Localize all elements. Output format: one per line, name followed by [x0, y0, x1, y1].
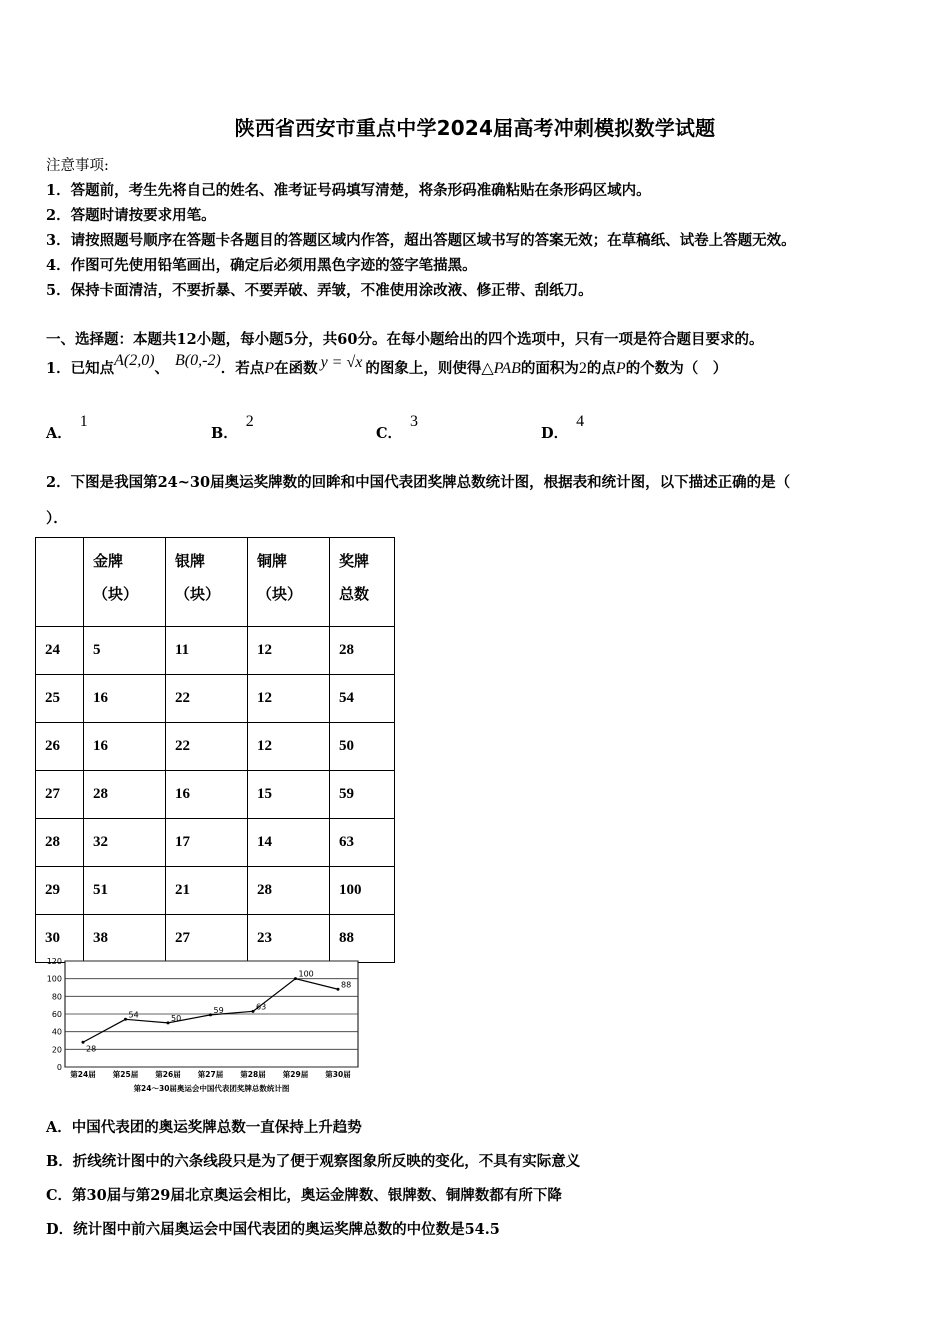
medal-table [35, 537, 395, 963]
x-tick-label: 第30届 [325, 1070, 351, 1079]
x-tick-label: 第25届 [112, 1070, 139, 1079]
medal-line-chart [40, 955, 370, 1100]
table-header-cell: 银牌 （块） [166, 538, 248, 627]
notice-heading: 注意事项: [46, 158, 109, 174]
y-tick-label: 60 [51, 1010, 62, 1019]
data-point [167, 1021, 170, 1024]
data-point [124, 1018, 127, 1021]
q1-prefix: 1．已知点 [46, 360, 115, 377]
table-header-row [36, 538, 395, 627]
y-tick-label: 80 [51, 992, 62, 1002]
data-label: 54 [128, 1010, 139, 1020]
data-label: 88 [341, 980, 352, 990]
y-tick-label: 20 [51, 1045, 62, 1055]
table-row: 26 16 22 12 50 [36, 723, 395, 771]
table-row: 25 16 22 12 54 [36, 675, 395, 723]
question-2-stem-end: ）． [46, 510, 68, 527]
q2-option-d: D．统计图中前六届奥运会中国代表团的奥运奖牌总数的中位数是54.5 [46, 1221, 500, 1238]
q1-function: y = √x [320, 354, 363, 371]
q2-option-c: C．第30届与第29届北京奥运会相比，奥运金牌数、银牌数、铜牌数都有所下降 [46, 1187, 562, 1204]
q1-point-b: B(0,-2) [175, 352, 221, 369]
q1-mid1: ．若点 [220, 360, 265, 377]
q1-mid5: 的点 [586, 360, 616, 377]
x-tick-label: 第24届 [70, 1070, 96, 1079]
chart-title: 第24～30届奥运会中国代表团奖牌总数统计图 [133, 1084, 290, 1093]
option-letter: B． [211, 425, 238, 442]
q1-option-a [46, 410, 88, 442]
option-value: 1 [79, 413, 88, 430]
table-header-cell: 金牌 （块） [84, 538, 166, 627]
notice-item: 5．保持卡面清洁，不要折暴、不要弄破、弄皱，不准使用涂改液、修正带、刮纸刀。 [46, 282, 593, 299]
option-value: 4 [576, 413, 585, 430]
table-row: 28 32 17 14 63 [36, 819, 395, 867]
data-point [82, 1041, 85, 1044]
y-tick-label: 0 [56, 1063, 62, 1072]
section-header: 一、选择题：本题共12小题，每小题5分，共60分。在每小题给出的四个选项中，只有一项是符合题目要求的。 [46, 331, 764, 348]
data-label: 59 [213, 1005, 224, 1015]
q2-option-b: B．折线统计图中的六条线段只是为了便于观察图象所反映的变化，不具有实际意义 [46, 1153, 581, 1170]
table-row: 30 38 27 23 88 [36, 915, 395, 963]
notice-item: 1．答题前，考生先将自己的姓名、准考证号码填写清楚，将条形码准确粘贴在条形码区域内。 [46, 182, 651, 199]
table-row: 29 51 21 28 100 [36, 867, 395, 915]
q1-suffix: 的个数为（ ） [625, 360, 728, 377]
option-value: 2 [245, 413, 254, 430]
q1-triangle: △PAB [481, 360, 521, 377]
notice-item: 4．作图可先使用铅笔画出，确定后必须用黑色字迹的签字笔描黑。 [46, 257, 477, 274]
data-point [294, 977, 297, 980]
option-value: 3 [410, 413, 419, 430]
q1-sep: 、 [154, 360, 170, 377]
table-row: 27 28 16 15 59 [36, 771, 395, 819]
data-label: 63 [256, 1002, 267, 1012]
q1-option-d [541, 410, 585, 442]
option-letter: D． [541, 425, 569, 442]
q1-option-c [376, 410, 419, 442]
option-letter: A． [46, 425, 72, 442]
q1-option-b [211, 410, 254, 442]
q1-mid4: 的面积为 [520, 360, 579, 377]
notice-item: 3．请按照题号顺序在答题卡各题目的答题区域内作答，超出答题区域书写的答案无效；在草稿纸、试卷上答题无效。 [46, 232, 796, 249]
y-tick-label: 40 [51, 1027, 62, 1037]
data-label: 100 [298, 969, 314, 979]
q1-point-a: A(2,0) [114, 352, 155, 369]
y-tick-label: 120 [46, 957, 62, 966]
data-point [209, 1013, 212, 1016]
notice-item: 2．答题时请按要求用笔。 [46, 207, 216, 224]
q1-mid2: 在函数 [274, 360, 318, 377]
x-tick-label: 第29届 [282, 1070, 309, 1079]
table-header-cell: 铜牌 （块） [248, 538, 330, 627]
page-title: 陕西省西安市重点中学2024届高考冲刺模拟数学试题 [234, 116, 716, 140]
data-point [252, 1010, 255, 1013]
q1-area-value: 2 [578, 360, 587, 377]
table-row: 24 5 11 12 28 [36, 627, 395, 675]
q1-p2: P [615, 360, 626, 377]
option-letter: C． [376, 425, 403, 442]
x-tick-label: 第27届 [197, 1070, 224, 1079]
data-label: 28 [86, 1044, 97, 1054]
question-2-stem: 2．下图是我国第24~30届奥运奖牌数的回眸和中国代表团奖牌总数统计图，根据表和统计图，以下描述正确的是（ [46, 474, 791, 491]
question-1-stem [46, 352, 728, 382]
x-tick-label: 第28届 [240, 1070, 266, 1079]
q2-option-a: A．中国代表团的奥运奖牌总数一直保持上升趋势 [46, 1119, 362, 1136]
q1-p: P [264, 360, 275, 377]
data-label: 50 [171, 1013, 182, 1023]
data-point [337, 988, 340, 991]
y-tick-label: 100 [46, 974, 62, 984]
q1-mid3: 的图象上，则使得 [365, 360, 482, 377]
table-header-cell [36, 538, 84, 627]
table-header-cell: 奖牌 总数 [330, 538, 395, 627]
x-tick-label: 第26届 [155, 1070, 181, 1079]
